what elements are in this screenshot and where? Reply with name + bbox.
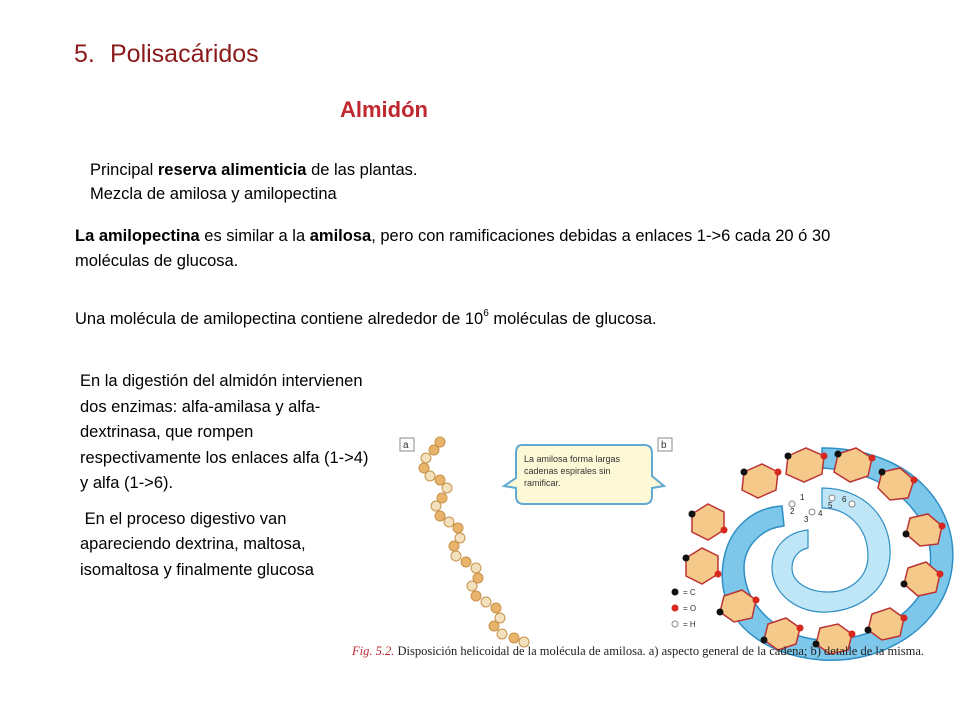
page-subtitle: Almidón xyxy=(340,97,428,122)
amylopectin-paragraph xyxy=(75,224,905,274)
callout-box xyxy=(504,445,664,504)
oxygen-legend-dot xyxy=(672,605,679,612)
intro-text: Principal xyxy=(90,161,158,179)
intro-line-2: Mezcla de amilosa y amilopectina xyxy=(90,185,337,203)
atom-legend xyxy=(672,588,697,629)
ring-number-6: 6 xyxy=(842,495,847,504)
ring-number-5: 5 xyxy=(828,501,833,510)
paragraph-text: es similar a la xyxy=(199,227,310,245)
intro-block xyxy=(90,158,417,206)
intro-line-1 xyxy=(90,158,417,182)
intro-bold: reserva alimenticia xyxy=(157,161,307,179)
caption-label: Fig. 5.2. xyxy=(352,644,395,658)
amylose-figure xyxy=(352,428,960,668)
intro-text: de las plantas. xyxy=(306,161,418,179)
digestion-paragraph-1: En la digestión del almidón intervienen dos enzimas: alfa-amilasa y alfa-dextrinasa, que rompen respectivamente los enlaces alfa (1->4) y alfa (1->6). xyxy=(80,372,369,492)
ring-number-1: 1 xyxy=(800,493,805,502)
paragraph-text: moléculas de glucosa. xyxy=(488,310,657,328)
section-number: 5. xyxy=(74,40,95,68)
exponent: 6 xyxy=(483,308,489,319)
hydrogen-legend-label: = H xyxy=(683,620,696,629)
caption-text: Disposición helicoidal de la molécula de amilosa. a) aspecto general de la cadena; b) detalle de la misma. xyxy=(394,644,925,658)
paragraph-text: , pero con ramificaciones debidas a enlaces 1->6 cada 20 ó 30 moléculas de glucosa. xyxy=(75,227,831,270)
panel-a xyxy=(400,437,529,647)
digestion-paragraph-2-text: En el proceso digestivo van apareciendo dextrina, maltosa, isomaltosa y finalmente glucosa xyxy=(80,509,314,579)
callout-text: La amilosa forma largas cadenas espirales sin ramificar. xyxy=(524,454,621,488)
section-title: Polisacáridos xyxy=(110,40,259,68)
ring-number-2: 2 xyxy=(790,507,795,516)
figure-caption xyxy=(352,644,924,659)
paragraph-text: Una molécula de amilopectina contiene alrededor de 10 xyxy=(75,310,484,328)
digestion-paragraph-2 xyxy=(80,507,370,584)
panel-b-label: b xyxy=(661,440,667,451)
glucose-rings xyxy=(686,448,942,654)
ring-number-4: 4 xyxy=(818,509,823,518)
ring-number-3: 3 xyxy=(804,515,809,524)
bold-term: amilosa xyxy=(309,227,372,245)
glucose-count-paragraph xyxy=(75,302,905,331)
carbon-legend-dot xyxy=(672,589,679,596)
carbon-legend-label: = C xyxy=(683,588,696,597)
page-title xyxy=(74,40,259,69)
hydrogen-legend-dot xyxy=(672,621,678,627)
panel-b xyxy=(658,438,953,660)
amylose-chain xyxy=(419,437,529,647)
bold-term: La amilopectina xyxy=(75,227,200,245)
oxygen-legend-label: = O xyxy=(683,604,697,613)
panel-a-label: a xyxy=(403,440,409,451)
digestion-text xyxy=(80,369,370,583)
